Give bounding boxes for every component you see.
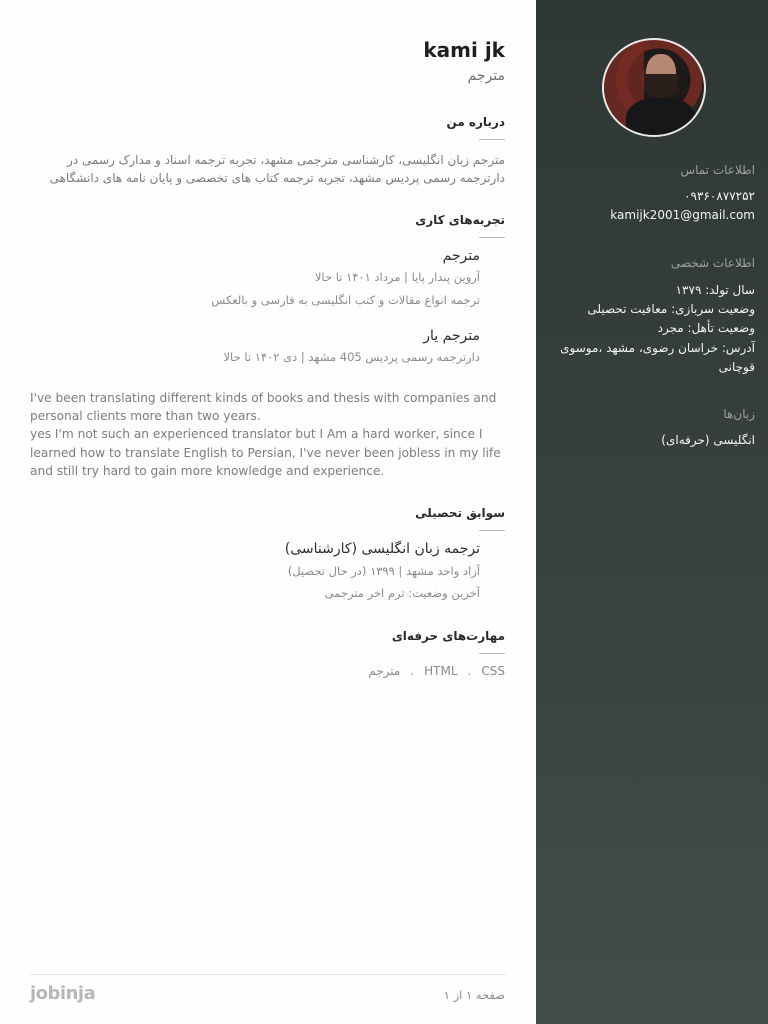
- personal-info-section-title: اطلاعات شخصی: [670, 256, 755, 270]
- language-item: انگلیسی (حرفه‌ای): [661, 433, 755, 447]
- description-line: and still try hard to gain more knowledge and experience.: [30, 463, 385, 478]
- skill-tag: CSS: [481, 664, 505, 678]
- experience-section-divider: [479, 237, 505, 238]
- jobinja-logo: jobinja: [30, 983, 96, 1004]
- candidate-job-title: مترجم: [467, 68, 505, 84]
- footer-divider: [30, 974, 506, 975]
- experience-meta: آروین پندار پایا | مرداد ۱۴۰۱ تا حالا: [314, 270, 480, 284]
- about-text: مترجم زبان انگلیسی، کارشناسی مترجمی مشهد، تجربه ترجمه اسناد و مدارک رسمی در دارترجمه رسمی پردیس مشهد، تجربه ترجمه کتاب های تخصصی و پایان نامه های دانشگاهی: [49, 153, 505, 185]
- resume-sidebar: [536, 0, 768, 1024]
- avatar: [602, 38, 706, 137]
- skill-tag: مترجم: [368, 664, 401, 678]
- description-line: learned how to translate English to Persian, I've never been jobless in my life: [30, 445, 501, 460]
- marital-status: وضعیت تأهل: مجرد: [657, 321, 755, 335]
- education-section-title: سوابق تحصیلی: [415, 506, 505, 520]
- education-section-divider: [479, 530, 505, 531]
- about-section-title: درباره من: [446, 115, 505, 129]
- description-line: personal clients more than two years.: [30, 409, 261, 424]
- experience-section-title: تجربه‌های کاری: [415, 213, 505, 227]
- experience-meta: دارترجمه رسمی پردیس 405 مشهد | دی ۱۴۰۲ تا حالا: [223, 350, 480, 364]
- about-section-divider: [479, 139, 505, 140]
- skill-separator: .: [410, 664, 415, 678]
- description-line: I've been translating different kinds of books and thesis with companies and: [30, 391, 497, 405]
- experience-description: ترجمه انواع مقالات و کتب انگلیسی به فارسی و بالعکس: [211, 293, 480, 307]
- experience-english-description: [30, 389, 501, 480]
- education-degree: ترجمه زبان انگلیسی (کارشناسی): [284, 541, 480, 557]
- skill-separator: .: [467, 664, 472, 678]
- experience-role: مترجم: [442, 248, 480, 264]
- contact-section-title: اطلاعات تماس: [680, 163, 755, 177]
- skills-section-divider: [479, 653, 505, 654]
- experience-role: مترجم یار: [423, 328, 480, 344]
- skill-tag: HTML: [424, 664, 458, 678]
- description-line: yes I'm not such an experienced translator but I Am a hard worker, since I: [30, 427, 483, 442]
- email-address: kamijk2001@gmail.com: [610, 208, 755, 222]
- phone-number: ۰۹۳۶۰۸۷۷۲۵۲: [684, 189, 755, 203]
- birth-year: سال تولد: ۱۳۷۹: [675, 283, 755, 297]
- military-status: وضعیت سربازی: معافیت تحصیلی: [587, 302, 755, 316]
- skills-list: [368, 664, 505, 678]
- education-status: آخرین وضعیت: ترم اخر مترجمی: [324, 586, 480, 600]
- address: آدرس: خراسان رضوی، مشهد ،موسوی قوچانی: [560, 341, 755, 374]
- skills-section-title: مهارت‌های حرفه‌ای: [391, 629, 505, 643]
- languages-section-title: زبان‌ها: [723, 407, 755, 421]
- education-meta: آزاد واحد مشهد | ۱۳۹۹ (در حال تحصیل): [287, 564, 480, 578]
- candidate-name: kami jk: [423, 38, 505, 62]
- page-number: صفحه ۱ از ۱: [443, 988, 505, 1002]
